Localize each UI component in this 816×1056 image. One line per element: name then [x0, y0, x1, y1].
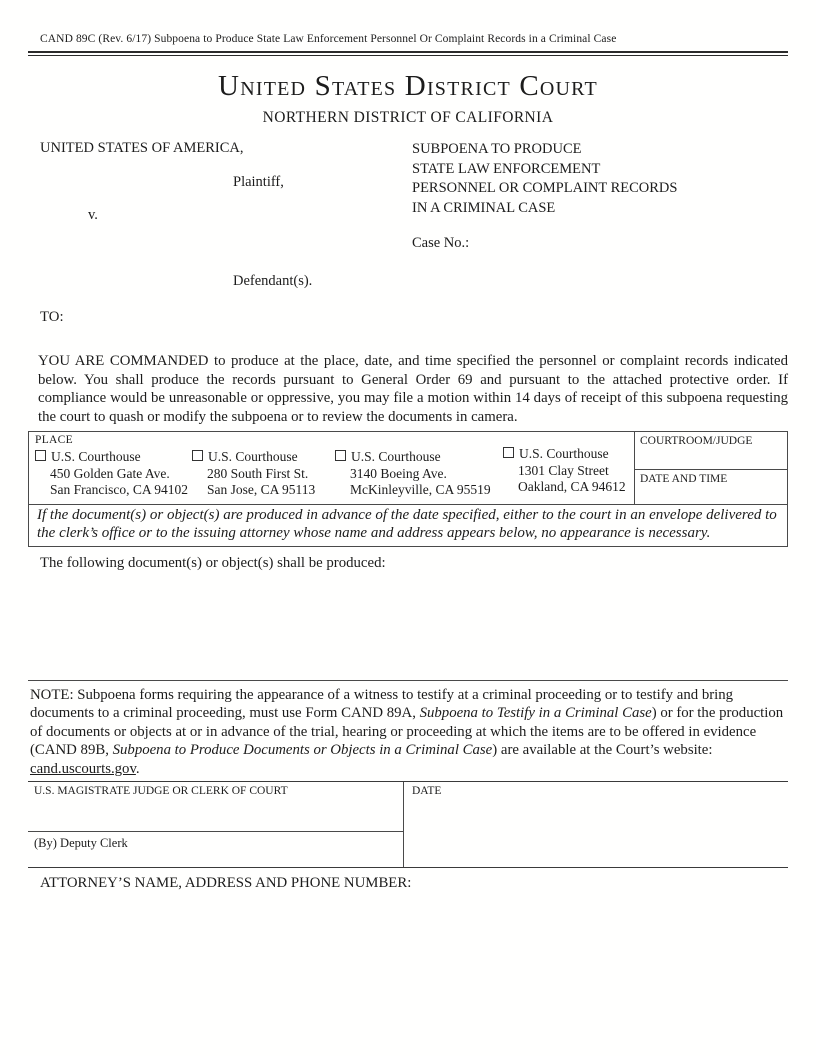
versus-label: v.	[88, 207, 98, 223]
subpoena-title-line: SUBPOENA TO PRODUCE	[412, 141, 582, 157]
case-caption	[28, 140, 788, 298]
note-form-89a-title: Subpoena to Testify in a Criminal Case	[419, 705, 652, 721]
courthouse-option-san-jose	[192, 449, 335, 499]
form-number-line: CAND 89C (Rev. 6/17) Subpoena to Produce State Law Enforcement Personnel Or Complaint Records in a Criminal Case	[40, 33, 617, 45]
courthouse-city: McKinleyville, CA 95519	[350, 482, 491, 497]
note-text: NOTE: Subpoena forms requiring the appearance of a witness to testify at a criminal proceeding or to testify and bring documents to a criminal proceeding, must use Form CAND 89A,	[30, 686, 734, 721]
subpoena-title-block	[412, 140, 788, 252]
to-field[interactable]	[67, 307, 667, 321]
courthouse-name: U.S. Courthouse	[519, 446, 609, 461]
courthouse-checkbox[interactable]	[503, 447, 514, 458]
place-table	[28, 431, 788, 505]
attorney-info-field[interactable]	[28, 892, 788, 1032]
documents-to-produce-label: The following document(s) or object(s) shall be produced:	[40, 554, 386, 571]
courthouse-name: U.S. Courthouse	[51, 449, 141, 464]
courtroom-judge-field[interactable]	[635, 432, 787, 470]
place-table-right-column	[634, 432, 787, 504]
court-subtitle: NORTHERN DISTRICT OF CALIFORNIA	[262, 109, 554, 126]
courthouse-address: 280 South First St.	[207, 465, 309, 481]
courthouse-city: Oakland, CA 94612	[518, 479, 626, 494]
note-section	[28, 680, 788, 782]
subpoena-title-line: IN A CRIMINAL CASE	[412, 199, 556, 216]
plaintiff-label: Plaintiff,	[233, 174, 284, 190]
header-divider	[28, 51, 788, 56]
signature-table-left-column	[28, 782, 404, 867]
magistrate-signature-field[interactable]	[28, 782, 403, 832]
note-text: ) or for the production of documents or objects at or in advance of the trial, hearing or proceeding at which the items are to be offered in evidence (CAND 89B,	[30, 705, 784, 758]
note-text: ) are available at the Court’s website:	[492, 742, 713, 758]
attorney-info-label: ATTORNEY’S NAME, ADDRESS AND PHONE NUMBER:	[40, 875, 412, 891]
courthouse-option-san-francisco	[35, 449, 192, 499]
courthouse-address: 1301 Clay Street	[518, 462, 609, 478]
advance-production-notice: If the document(s) or object(s) are produced in advance of the date specified, either to the court in an envelope delivered to the clerk’s office or to the issuing attorney whose name and address appears below, no appearance is necessary.	[28, 505, 788, 547]
subpoena-title-line: STATE LAW ENFORCEMENT	[412, 160, 601, 177]
deputy-clerk-field[interactable]	[28, 832, 403, 867]
courthouse-address: 450 Golden Gate Ave.	[50, 465, 170, 481]
courthouse-checkbox[interactable]	[35, 450, 46, 461]
courthouse-city: San Francisco, CA 94102	[50, 482, 188, 497]
signature-date-label: DATE	[412, 785, 442, 797]
court-title: United States District Court	[218, 70, 598, 102]
case-number-label: Case No.:	[412, 235, 470, 251]
courthouse-name: U.S. Courthouse	[208, 449, 298, 464]
note-text: .	[135, 760, 140, 777]
date-time-field[interactable]	[635, 470, 787, 504]
documents-field[interactable]	[28, 572, 788, 680]
courthouse-checkbox[interactable]	[335, 450, 346, 461]
signature-table	[28, 781, 788, 868]
signature-date-field[interactable]	[404, 782, 788, 867]
place-label: PLACE	[35, 434, 73, 446]
defendant-label: Defendant(s).	[233, 273, 313, 289]
note-form-89b-title: Subpoena to Produce Documents or Objects in a Criminal Case	[112, 742, 493, 758]
command-paragraph: YOU ARE COMMANDED to produce at the place, date, and time specified the personnel or complaint records indicated below. You shall produce the records pursuant to General Order 69 and pursuant to the attached protective order. If compliance would be unreasonable or oppressive, you may file a motion within 14 days of receipt of this subpoena requesting the court to quash or modify the subpoena or to review the documents in camera.	[38, 353, 788, 425]
magistrate-judge-label: U.S. MAGISTRATE JUDGE OR CLERK OF COURT	[34, 785, 288, 797]
to-label: TO:	[40, 309, 64, 325]
courthouse-name: U.S. Courthouse	[351, 449, 441, 464]
courthouse-address: 3140 Boeing Ave.	[350, 465, 447, 481]
place-cell	[29, 432, 634, 504]
date-time-label: DATE AND TIME	[640, 473, 728, 485]
case-number-field[interactable]	[473, 233, 673, 247]
court-website-link: cand.uscourts.gov	[30, 760, 136, 777]
deputy-clerk-label: (By) Deputy Clerk	[34, 836, 128, 850]
courtroom-judge-label: COURTROOM/JUDGE	[640, 435, 753, 447]
courthouse-city: San Jose, CA 95113	[207, 482, 316, 497]
plaintiff-name: UNITED STATES OF AMERICA,	[40, 140, 244, 156]
note-paragraph	[30, 686, 788, 779]
subpoena-title-line: PERSONNEL OR COMPLAINT RECORDS	[412, 180, 678, 196]
courthouse-checkbox[interactable]	[192, 450, 203, 461]
courthouse-option-mckinleyville	[335, 449, 503, 499]
courthouse-option-oakland	[503, 446, 630, 496]
